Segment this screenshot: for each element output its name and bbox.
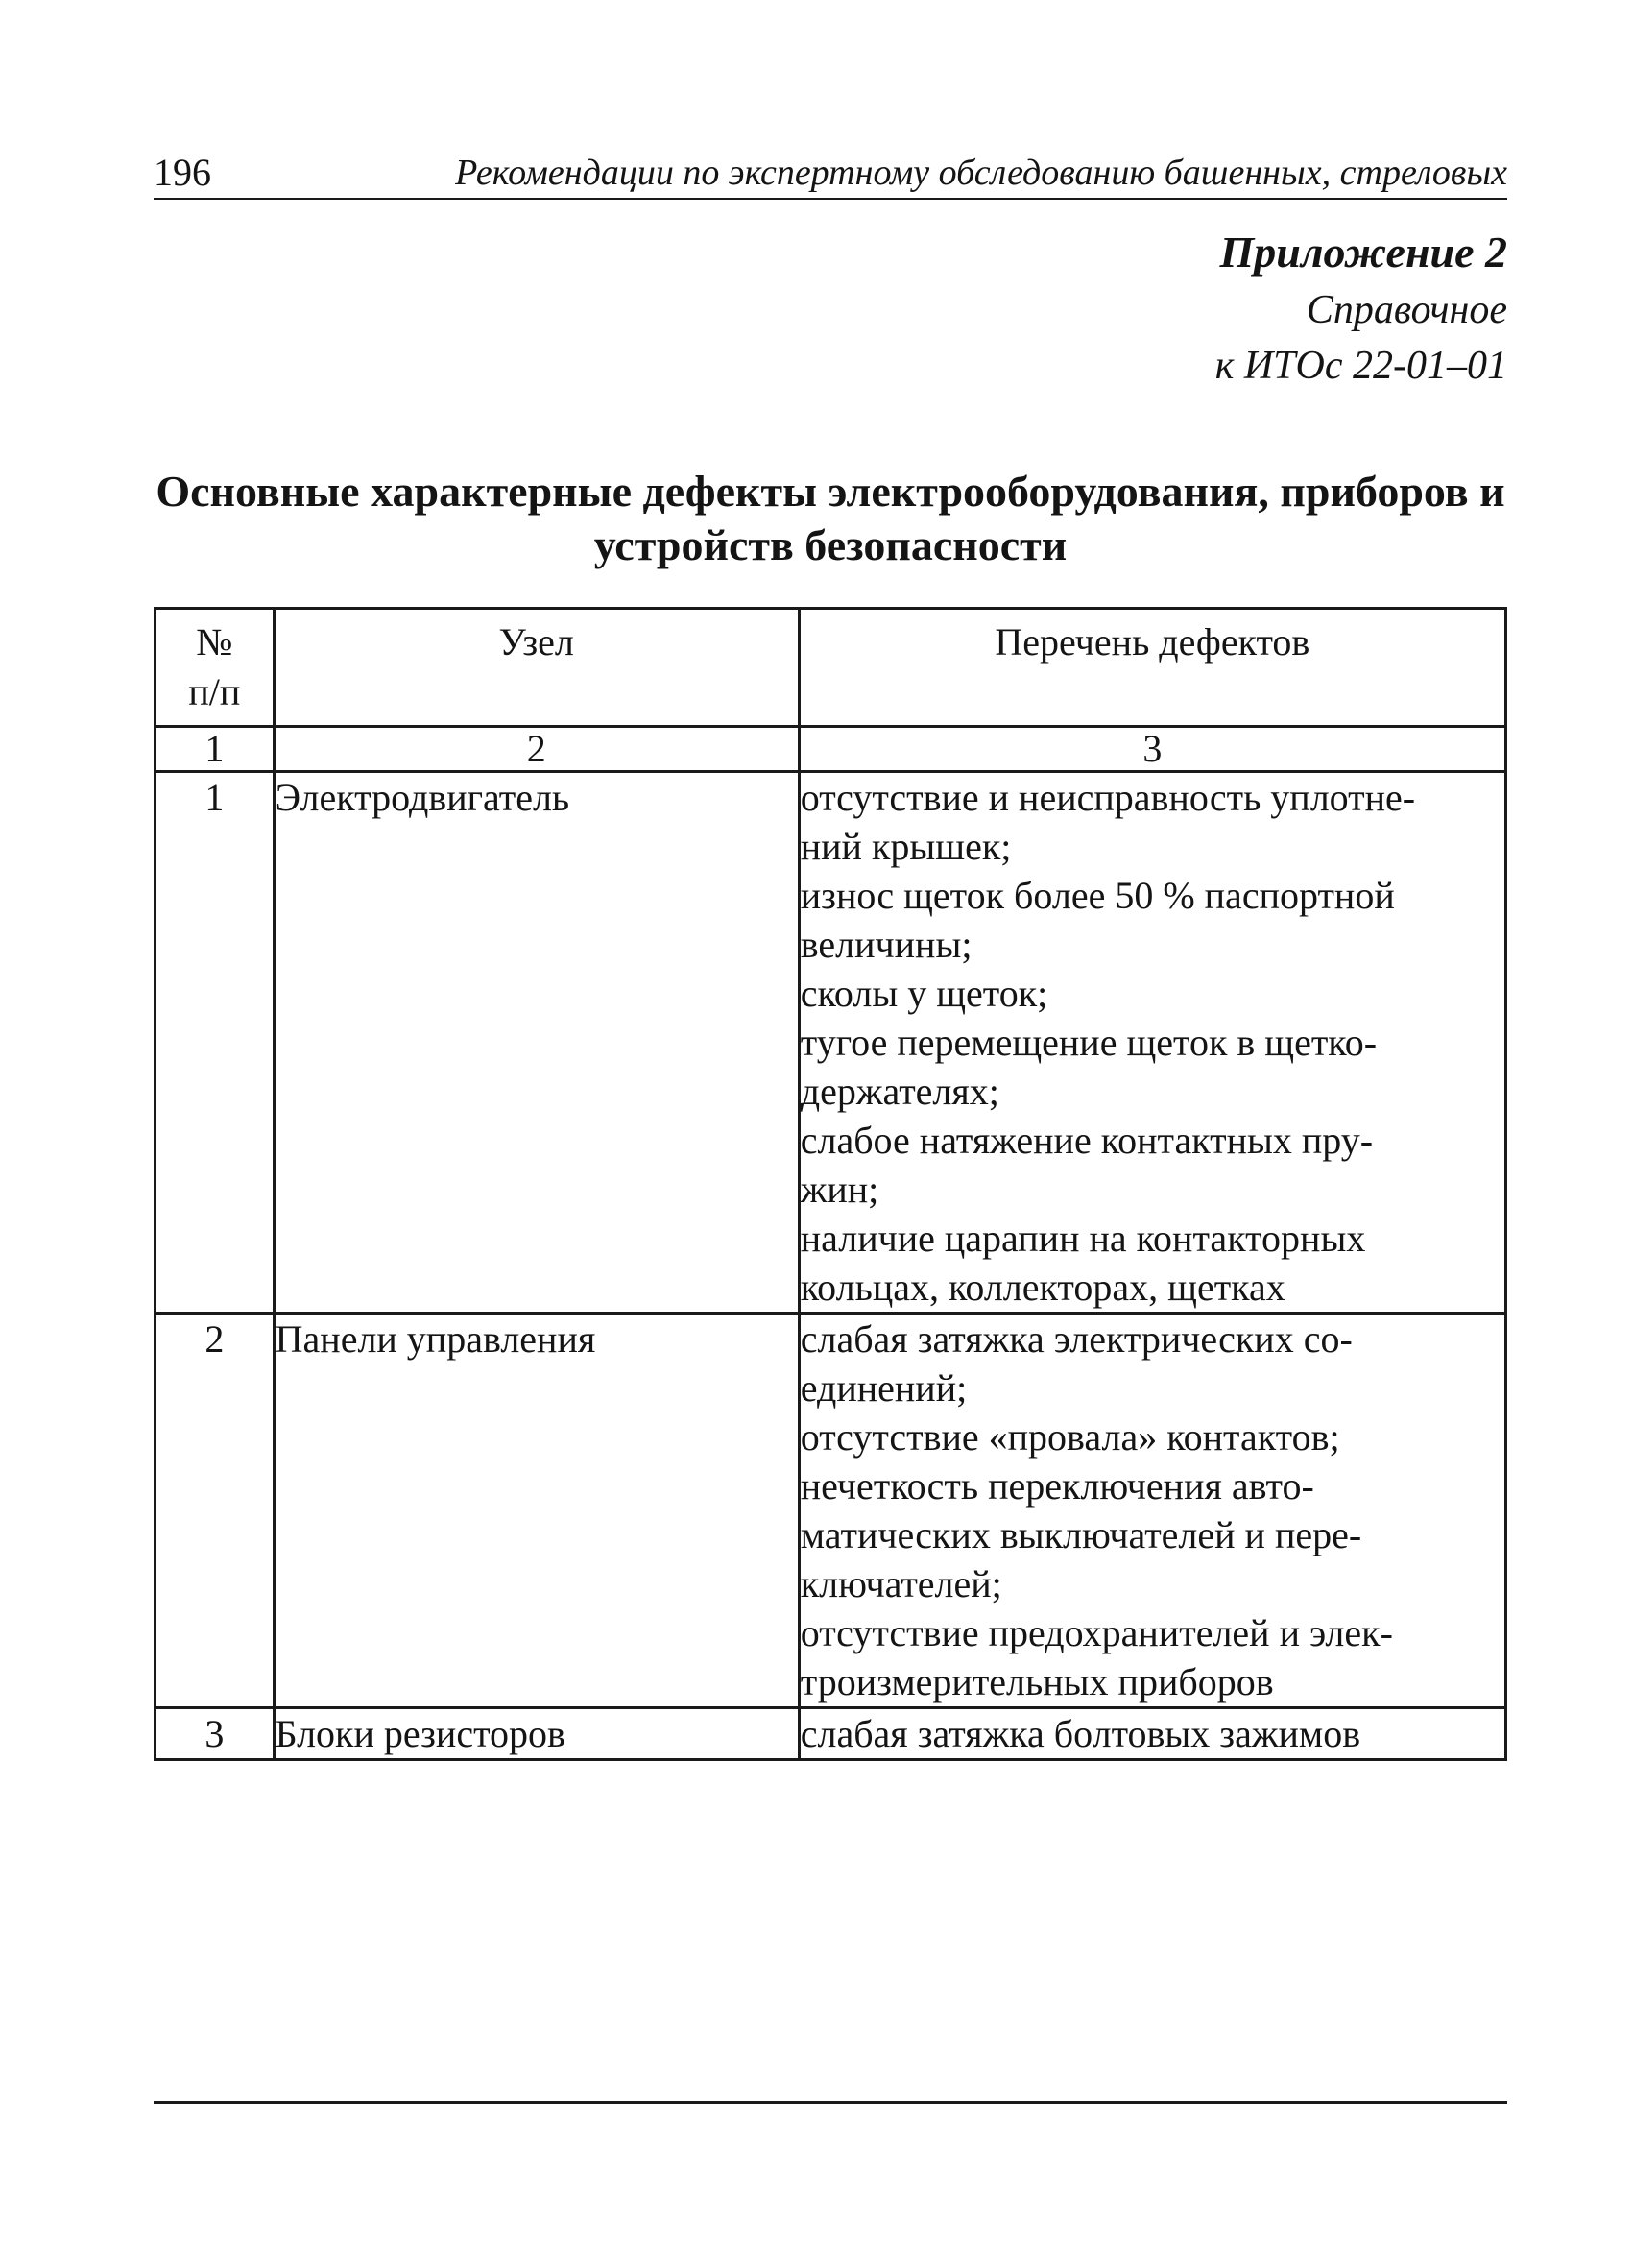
defect-line: держателях; <box>800 1070 999 1113</box>
row-number: 2 <box>156 1314 275 1708</box>
defect-line: слабая затяжка электрических со- <box>800 1317 1353 1361</box>
row-number: 1 <box>156 772 275 1314</box>
page-number: 196 <box>154 151 211 194</box>
defect-line: величины; <box>800 923 973 966</box>
table-row <box>156 1314 1506 1708</box>
appendix-block <box>1215 223 1507 394</box>
document-title-line-1: Основные характерные дефекты электрооборудования, приборов и <box>156 467 1505 516</box>
defect-line: слабое натяжение контактных пру- <box>800 1119 1374 1162</box>
table-row <box>156 1708 1506 1760</box>
appendix-reference: к ИТОс 22-01–01 <box>1214 344 1507 388</box>
appendix-type: Справочное <box>1306 288 1507 332</box>
defect-line: сколы у щеток; <box>800 972 1048 1015</box>
row-node: Блоки резисторов <box>274 1708 799 1760</box>
column-number-3: 3 <box>799 727 1505 772</box>
table-header-row <box>156 609 1506 727</box>
column-number-row <box>156 727 1506 772</box>
appendix-title: Приложение 2 <box>1219 228 1507 277</box>
defect-line: отсутствие «провала» контактов; <box>800 1415 1340 1459</box>
document-title <box>154 465 1507 572</box>
defect-line: троизмерительных приборов <box>800 1660 1274 1703</box>
document-title-line-2: устройств безопасности <box>593 520 1068 569</box>
defect-line: единений; <box>800 1366 968 1410</box>
row-number: 3 <box>156 1708 275 1760</box>
defect-line: нечеткость переключения авто- <box>800 1464 1314 1508</box>
column-number-2: 2 <box>274 727 799 772</box>
footer-rule <box>154 2101 1507 2104</box>
defect-line: кольцах, коллекторах, щетках <box>800 1266 1285 1309</box>
defect-line: тугое перемещение щеток в щетко- <box>800 1021 1378 1064</box>
header-num-label: п/п <box>188 670 241 713</box>
defect-line: наличие царапин на контакторных <box>800 1217 1366 1260</box>
defect-line: отсутствие предохранителей и элек- <box>800 1611 1393 1654</box>
table-body <box>156 772 1506 1760</box>
defect-line: износ щеток более 50 % паспортной <box>800 874 1395 917</box>
defect-line: матических выключателей и пере- <box>800 1513 1362 1556</box>
row-defects <box>799 1314 1505 1708</box>
table-row <box>156 772 1506 1314</box>
row-node: Электродвигатель <box>274 772 799 1314</box>
defect-line: жин; <box>800 1168 879 1211</box>
header-defects: Перечень дефектов <box>799 609 1505 727</box>
defect-line: слабая затяжка болтовых зажимов <box>800 1712 1361 1755</box>
row-defects <box>799 1708 1505 1760</box>
defect-line: ключателей; <box>800 1562 1002 1605</box>
column-number-1: 1 <box>156 727 275 772</box>
header-num-symbol: № <box>196 620 233 664</box>
defect-line: ний крышек; <box>800 825 1012 868</box>
header-node: Узел <box>274 609 799 727</box>
page-header <box>154 144 1507 200</box>
row-defects <box>799 772 1505 1314</box>
defect-line: отсутствие и неисправность уплотне- <box>800 776 1416 819</box>
defects-table <box>154 607 1507 1761</box>
running-title: Рекомендации по экспертному обследованию башенных, стреловых <box>455 153 1507 193</box>
header-num <box>156 609 275 727</box>
row-node: Панели управления <box>274 1314 799 1708</box>
